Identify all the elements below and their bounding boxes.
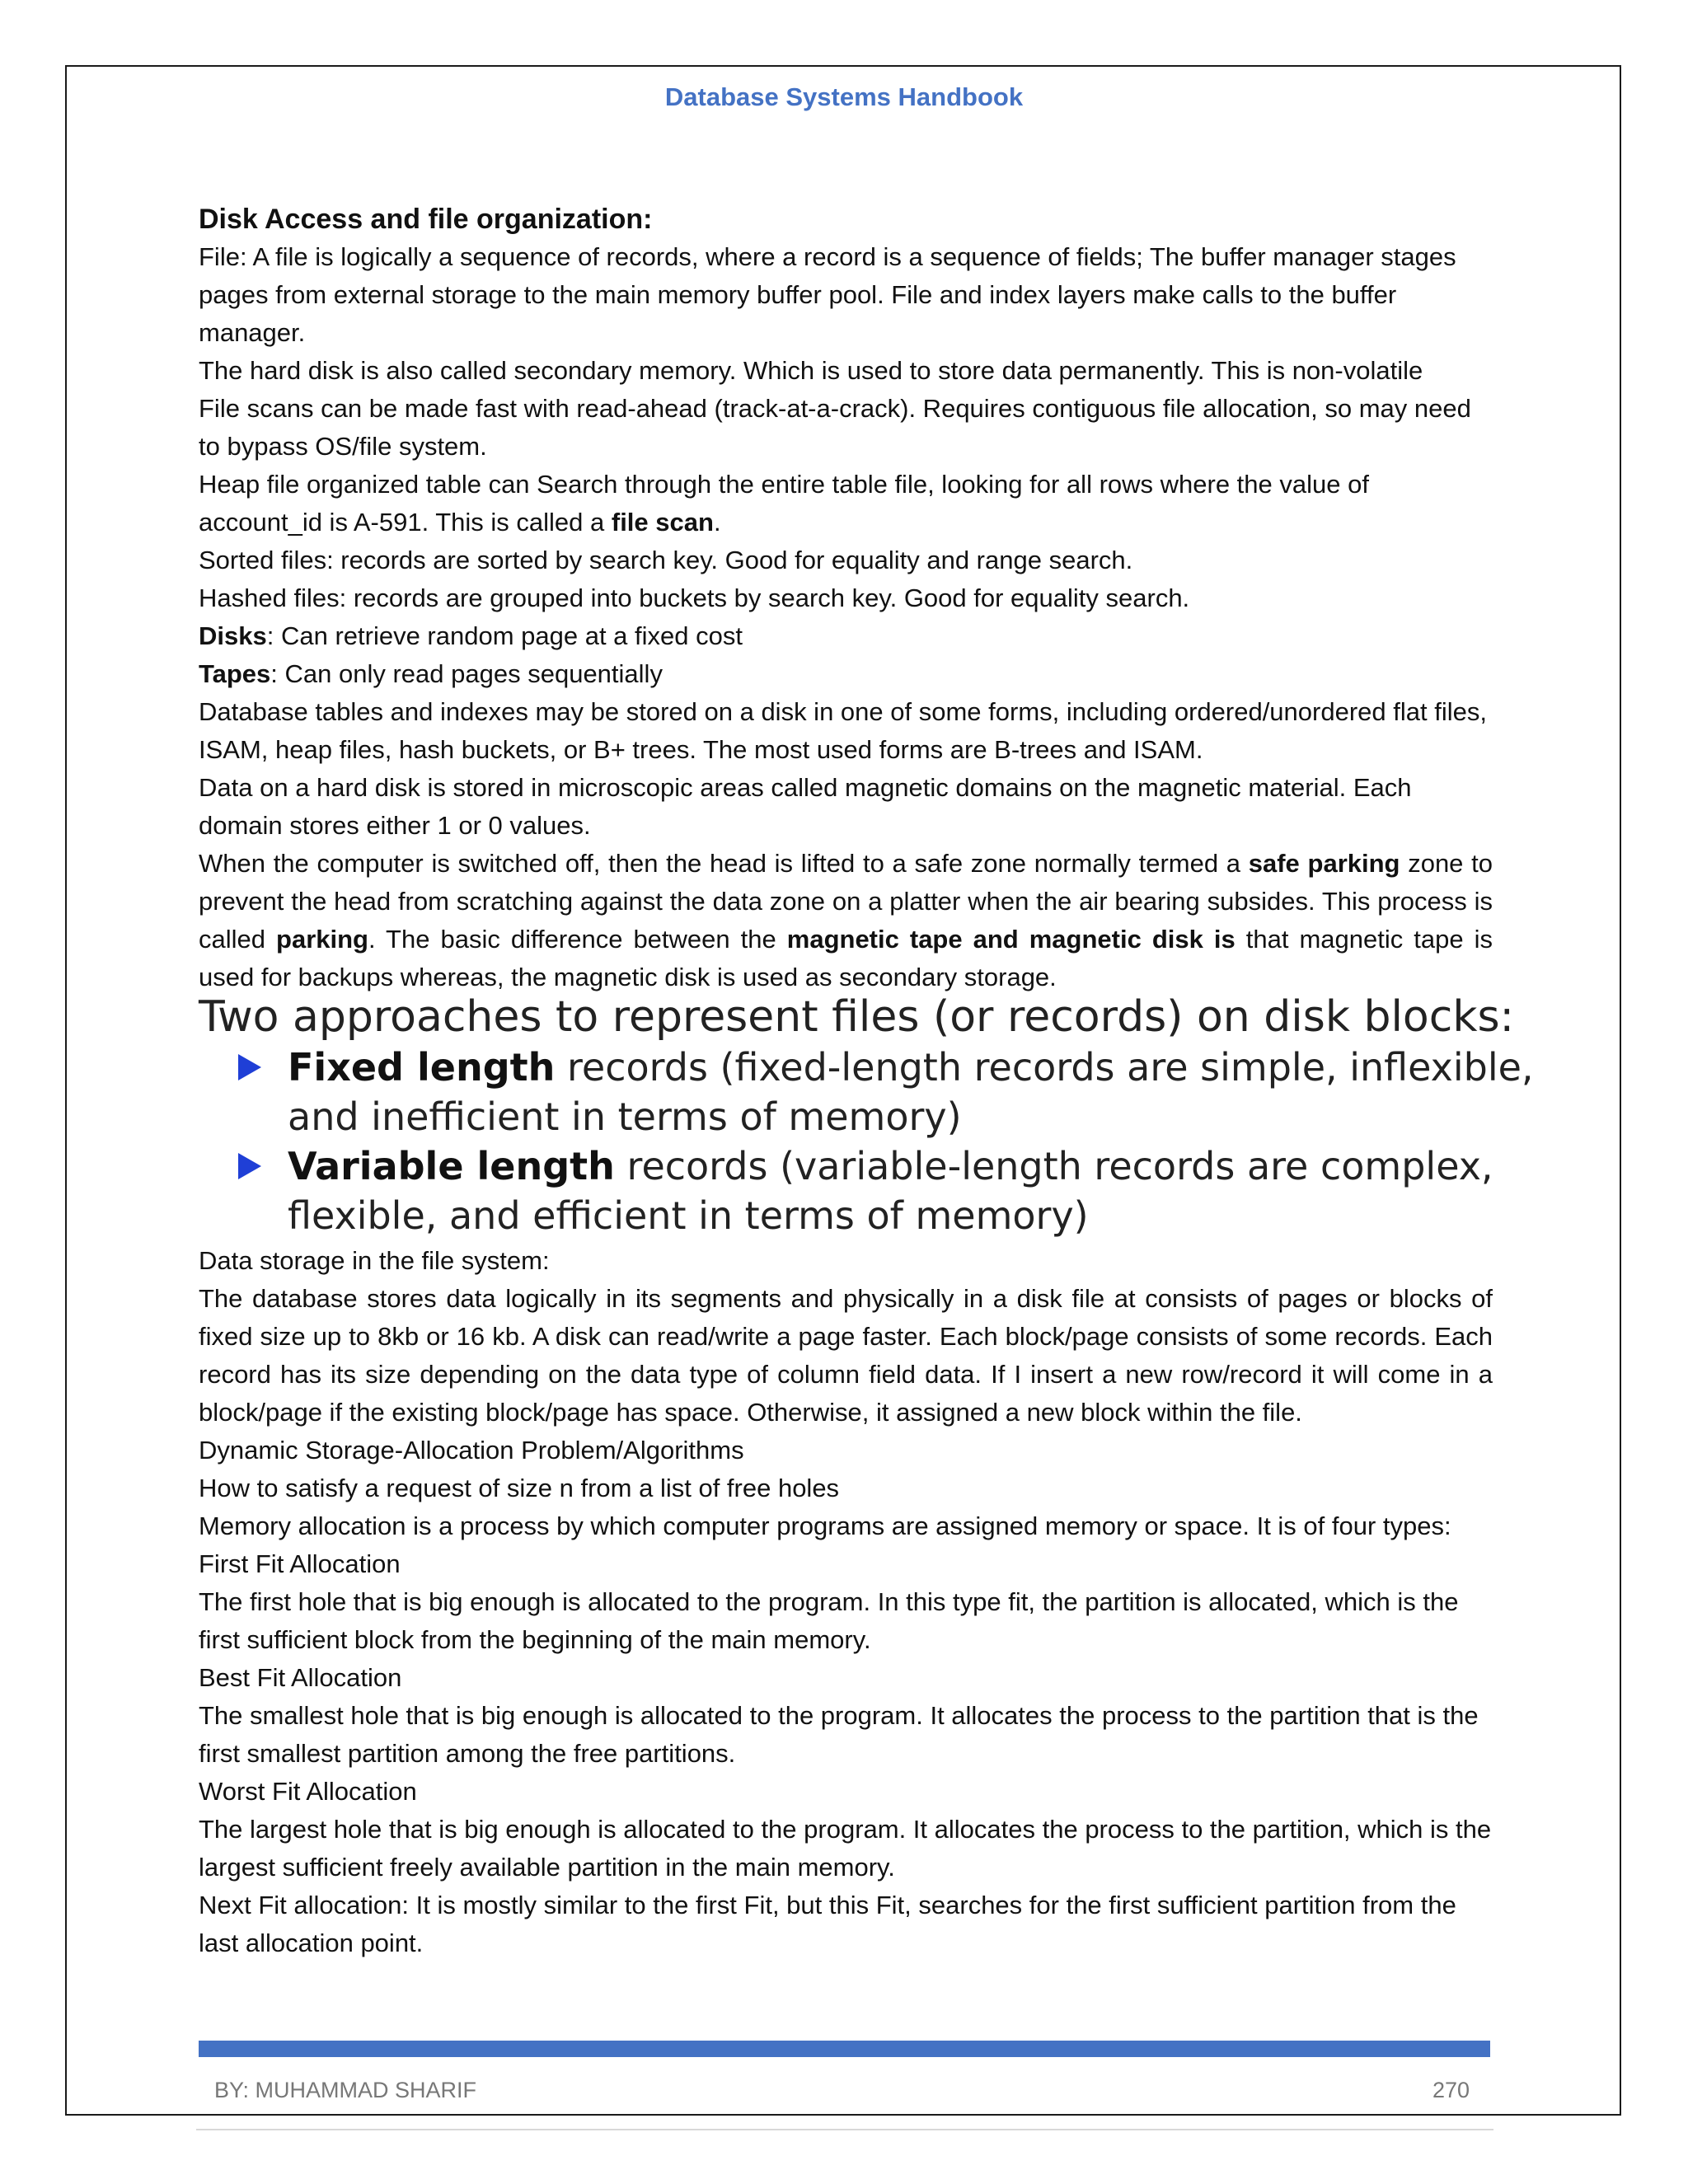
- slide-bullet-item: [199, 1043, 1550, 1141]
- paragraph-heap-file: [199, 466, 1493, 541]
- text-run: .: [713, 508, 721, 537]
- text-run: : Can retrieve random page at a fixed cost: [266, 621, 743, 650]
- paragraph-file: File: A file is logically a sequence of records, where a record is a sequence of fields; The buffer manager stages pages from external storage to the main memory buffer pool. File and index layers make calls to the buffer manager.: [199, 242, 1456, 347]
- section-heading: Data storage in the file system:: [199, 1246, 550, 1275]
- bold-term: magnetic tape and magnetic disk is: [786, 925, 1236, 954]
- slide-heading: Two approaches to represent files (or records) on disk blocks:: [199, 992, 1515, 1042]
- text-run: . The basic difference between the: [368, 925, 787, 954]
- text-run: When the computer is switched off, then the head is lifted to a safe zone normally termed a: [199, 849, 1249, 878]
- paragraph-sorted-files: Sorted files: records are sorted by search key. Good for equality and range search.: [199, 546, 1133, 574]
- bottom-divider: [196, 2129, 1493, 2130]
- paragraph-first-fit: The first hole that is big enough is allocated to the program. In this type fit, the partition is allocated, which is the first sufficient block from the beginning of the main memory.: [199, 1587, 1459, 1654]
- paragraph-storage-forms: Database tables and indexes may be stored on a disk in one of some forms, including ordered/unordered flat files, ISAM, heap files, hash buckets, or B+ trees. The most used forms are B-trees and ISAM.: [199, 697, 1487, 764]
- bullet-term: Variable length: [288, 1144, 615, 1188]
- paragraph-disks: [199, 617, 1493, 655]
- subsection-heading: Dynamic Storage-Allocation Problem/Algorithms: [199, 1436, 744, 1465]
- bullet-text: records (fixed-length records are simple, inflexible, and inefficient in terms of memory): [288, 1045, 1534, 1139]
- embedded-slide-figure: [199, 991, 1550, 1240]
- paragraph-worst-fit: The largest hole that is big enough is allocated to the program. It allocates the process to the partition, which is the largest sufficient freely available partition in the main memory.: [199, 1815, 1492, 1882]
- page-number: 270: [1432, 2078, 1470, 2102]
- slide-bullet-item: [199, 1141, 1550, 1240]
- paragraph-free-holes: How to satisfy a request of size n from a list of free holes: [199, 1474, 840, 1502]
- text-run: : Can only read pages sequentially: [270, 659, 663, 688]
- footer-accent-bar: [199, 2041, 1490, 2057]
- paragraph-parking: [199, 845, 1493, 996]
- paragraph-data-storage: The database stores data logically in its segments and physically in a disk file at consists of pages or blocks of fixed size up to 8kb or 16 kb. A disk can read/write a page faster. Each block/page consists of some records. Each record has its size depending on the data type of column field data. If I insert a new row/record it will come in a block/page if the existing block/page has space. Otherwise, it assigned a new block within the file.: [199, 1284, 1493, 1427]
- section-heading: Disk Access and file organization:: [199, 204, 653, 235]
- slide-bullet-list: [199, 1043, 1550, 1240]
- triangle-bullet-icon: [238, 1054, 261, 1080]
- text-run: zone to prevent the head from scratching against the data zone on a platter when the air bearing subsides. This process is called: [199, 849, 1493, 954]
- paragraph-file-scans: File scans can be made fast with read-ahead (track-at-a-crack). Requires contiguous file allocation, so may need to bypass OS/file system.: [199, 394, 1471, 461]
- bullet-text: records (variable-length records are complex, flexible, and efficient in terms of memory): [288, 1144, 1493, 1238]
- bold-term: Tapes: [199, 659, 271, 688]
- section-data-storage: [199, 1242, 1493, 1962]
- bold-term: file scan: [611, 508, 714, 537]
- bullet-term: Fixed length: [288, 1045, 556, 1090]
- paragraph-memory-allocation: Memory allocation is a process by which computer programs are assigned memory or space. It is of four types:: [199, 1511, 1451, 1540]
- paragraph-hashed-files: Hashed files: records are grouped into buckets by search key. Good for equality search.: [199, 583, 1190, 612]
- text-run: that magnetic tape is used for backups whereas, the magnetic disk is used as secondary storage.: [199, 925, 1493, 991]
- paragraph-next-fit: Next Fit allocation: It is mostly similar to the first Fit, but this Fit, searches for the first sufficient partition from the last allocation point.: [199, 1891, 1456, 1957]
- text-run: Heap file organized table can Search through the entire table file, looking for all rows where the value of account_id is A-591. This is called a: [199, 470, 1369, 537]
- paragraph-magnetic-domains: Data on a hard disk is stored in microscopic areas called magnetic domains on the magnetic material. Each domain stores either 1 or 0 values.: [199, 773, 1412, 840]
- section-disk-access: [199, 200, 1493, 996]
- triangle-bullet-icon: [238, 1153, 261, 1179]
- label-first-fit: First Fit Allocation: [199, 1549, 401, 1578]
- running-header: Database Systems Handbook: [664, 82, 1024, 111]
- paragraph-best-fit: The smallest hole that is big enough is allocated to the program. It allocates the process to the partition that is the first smallest partition among the free partitions.: [199, 1701, 1479, 1768]
- bold-term: Disks: [199, 621, 267, 650]
- paragraph-tapes: [199, 655, 1493, 693]
- label-worst-fit: Worst Fit Allocation: [199, 1777, 417, 1806]
- bold-term: parking: [276, 925, 368, 954]
- bold-term: safe parking: [1248, 849, 1400, 878]
- footer-author: BY: MUHAMMAD SHARIF: [214, 2078, 477, 2102]
- paragraph-hard-disk: The hard disk is also called secondary memory. Which is used to store data permanently. This is non-volatile: [199, 356, 1423, 385]
- label-best-fit: Best Fit Allocation: [199, 1663, 402, 1692]
